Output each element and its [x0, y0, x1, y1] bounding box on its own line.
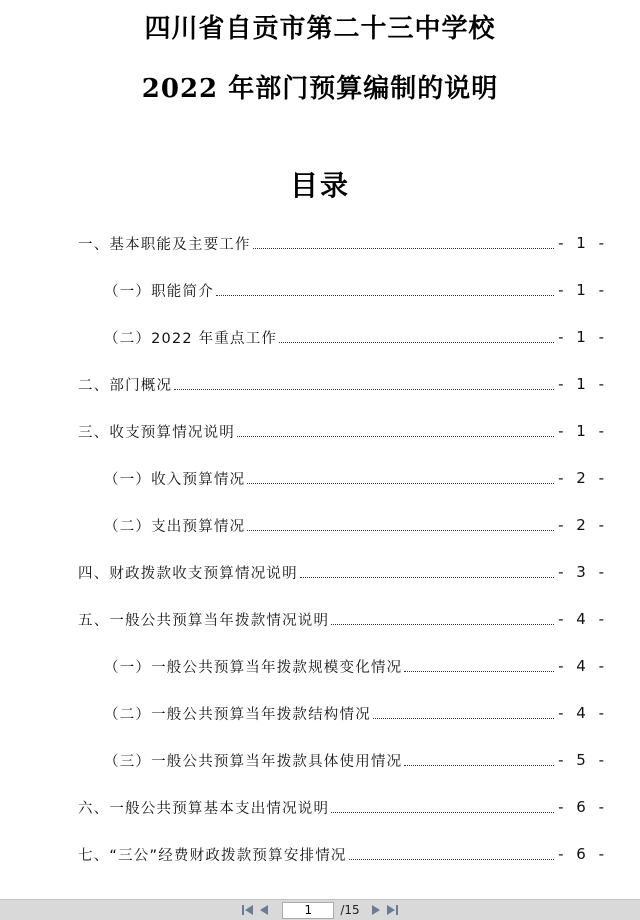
- toc-entry[interactable]: [78, 792, 608, 822]
- toc-entry-page: - 6 -: [558, 845, 608, 863]
- toc-entry-label: 二、部门概况: [78, 377, 173, 394]
- toc-entry[interactable]: [78, 839, 608, 869]
- toc-leader-dots: [404, 765, 554, 766]
- toc-entry[interactable]: [104, 463, 608, 493]
- toc-entry-label: （一）职能简介: [104, 283, 214, 300]
- toc-leader-dots: [404, 671, 554, 672]
- toc-entry-page: - 1 -: [558, 328, 608, 346]
- toc-entry[interactable]: [104, 510, 608, 540]
- toc-entry[interactable]: [104, 651, 608, 681]
- toc-entry-label: （二）2022 年重点工作: [104, 330, 278, 347]
- pdf-page-toolbar: [0, 899, 640, 920]
- toc-entry[interactable]: [104, 745, 608, 775]
- toc-entry-label: 四、财政拨款收支预算情况说明: [78, 565, 298, 582]
- toc-entry[interactable]: [104, 698, 608, 728]
- toc-entry[interactable]: [104, 275, 608, 305]
- toc-entry-label: 一、基本职能及主要工作: [78, 236, 251, 253]
- toc-leader-dots: [300, 577, 554, 578]
- toc-entry-page: - 3 -: [558, 563, 608, 581]
- toc-leader-dots: [373, 718, 554, 719]
- toc-entry-page: - 4 -: [558, 610, 608, 628]
- toc-leader-dots: [247, 530, 554, 531]
- toc-entry[interactable]: [104, 322, 608, 352]
- toc-entry-page: - 1 -: [558, 375, 608, 393]
- toc-entry-label: 六、一般公共预算基本支出情况说明: [78, 800, 330, 817]
- toc-entry-page: - 1 -: [558, 234, 608, 252]
- toc-entry-label: 三、收支预算情况说明: [78, 424, 235, 441]
- toc-leader-dots: [237, 436, 554, 437]
- toc-entry[interactable]: [78, 416, 608, 446]
- toc-entry-page: - 5 -: [558, 751, 608, 769]
- toc-entry-page: - 2 -: [558, 469, 608, 487]
- toc-leader-dots: [253, 248, 554, 249]
- toc-entry-page: - 4 -: [558, 704, 608, 722]
- first-page-icon[interactable]: [240, 902, 256, 918]
- toc-entry[interactable]: [78, 557, 608, 587]
- toc-leader-dots: [331, 812, 554, 813]
- document-subtitle: 2022 年部门预算编制的说明: [141, 74, 499, 104]
- toc-heading: 目录: [289, 169, 350, 202]
- toc-entry[interactable]: [78, 604, 608, 634]
- toc-leader-dots: [349, 859, 554, 860]
- toc-entry-label: （三）一般公共预算当年拨款具体使用情况: [104, 753, 403, 770]
- toc-entry-page: - 1 -: [558, 281, 608, 299]
- document-title: 四川省自贡市第二十三中学校: [144, 14, 496, 44]
- toc-leader-dots: [247, 483, 554, 484]
- toc-entry[interactable]: [78, 369, 608, 399]
- toc-leader-dots: [174, 389, 554, 390]
- toc-entry-page: - 4 -: [558, 657, 608, 675]
- toc-leader-dots: [331, 624, 554, 625]
- toc-entry-page: - 1 -: [558, 422, 608, 440]
- toc-leader-dots: [279, 342, 554, 343]
- toc-entry-label: 七、“三公”经费财政拨款预算安排情况: [78, 847, 347, 864]
- toc-leader-dots: [216, 295, 554, 296]
- previous-page-icon[interactable]: [256, 902, 272, 918]
- toc-entry-page: - 6 -: [558, 798, 608, 816]
- total-pages-label: /15: [340, 903, 360, 917]
- toc-entry-label: 五、一般公共预算当年拨款情况说明: [78, 612, 330, 629]
- toc-entry-label: （二）支出预算情况: [104, 518, 246, 535]
- next-page-icon[interactable]: [368, 902, 384, 918]
- toc-entry-page: - 2 -: [558, 516, 608, 534]
- toc-entry-label: （一）一般公共预算当年拨款规模变化情况: [104, 659, 403, 676]
- current-page-input[interactable]: [282, 902, 334, 919]
- toc-entry[interactable]: [78, 228, 608, 258]
- last-page-icon[interactable]: [384, 902, 400, 918]
- toc-entry-label: （一）收入预算情况: [104, 471, 246, 488]
- toc-entry-label: （二）一般公共预算当年拨款结构情况: [104, 706, 371, 723]
